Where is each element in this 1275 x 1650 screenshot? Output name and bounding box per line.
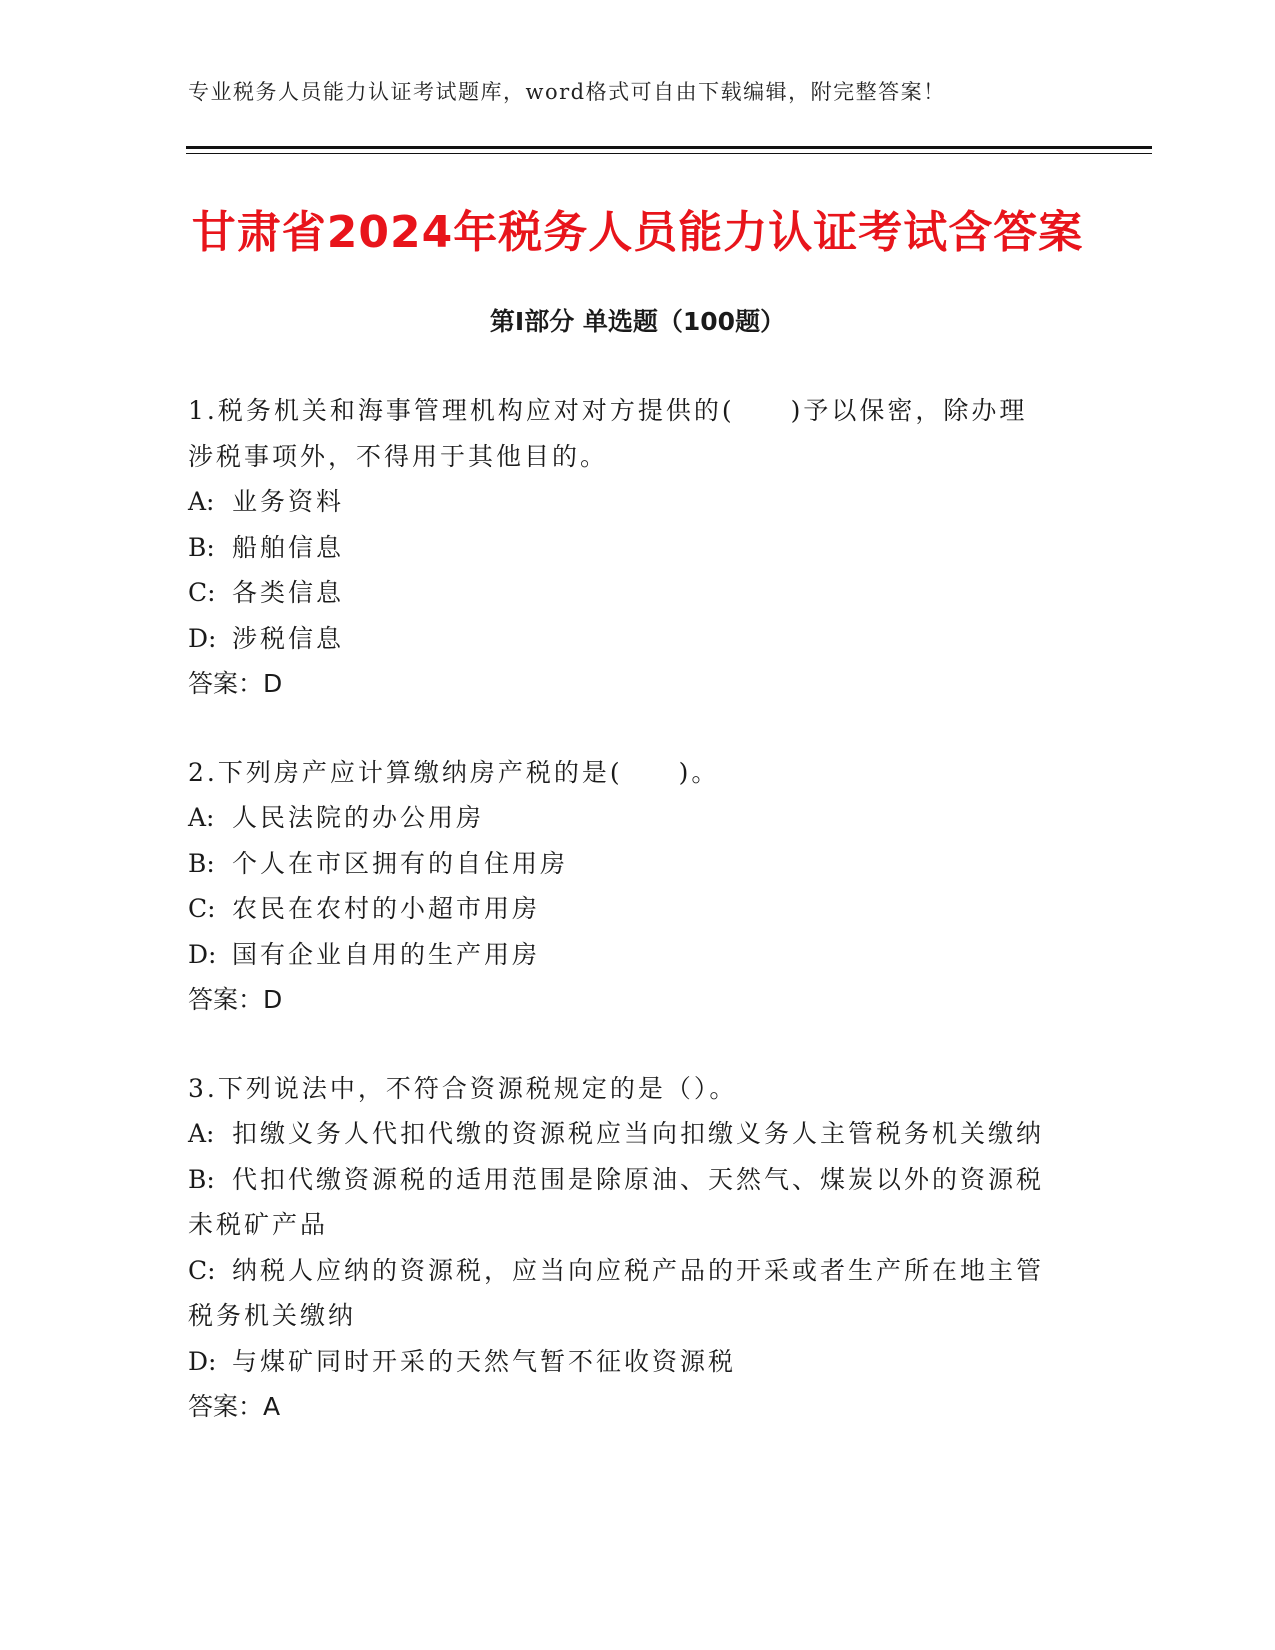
option-letter: B: <box>188 848 215 878</box>
option-text: 船舶信息 <box>232 532 345 562</box>
option-letter: C: <box>188 578 216 607</box>
question-stem-line: 3.下列说法中，不符合资源税规定的是（）。 <box>188 1073 738 1103</box>
option-c <box>188 570 1088 616</box>
option-text: 国有企业自用的生产用房 <box>232 939 541 969</box>
option-text: 个人在市区拥有的自住用房 <box>232 848 569 878</box>
answer: 答案：D <box>188 985 283 1014</box>
option-d <box>188 932 1088 978</box>
option-b <box>188 525 1088 571</box>
option-text: 人民法院的办公用房 <box>232 803 485 832</box>
option-text-continued: 税务机关缴纳 <box>188 1301 357 1330</box>
option-d <box>188 1339 1088 1385</box>
option-text: 业务资料 <box>232 487 345 516</box>
option-letter: A: <box>188 803 215 832</box>
option-c <box>188 1248 1088 1294</box>
question-stem-line: 2.下列房产应计算缴纳房产税的是( )。 <box>188 757 720 787</box>
option-letter: D: <box>188 623 217 653</box>
option-text: 各类信息 <box>232 578 345 607</box>
question-2 <box>188 750 1088 1023</box>
answer: 答案：A <box>188 1392 281 1421</box>
option-letter: B: <box>188 532 215 562</box>
option-a <box>188 795 1088 841</box>
option-text: 代扣代缴资源税的适用范围是除原油、天然气、煤炭以外的资源税 <box>232 1164 1045 1194</box>
option-letter: C: <box>188 894 216 923</box>
section-title: 第I部分 单选题（100题） <box>489 307 786 336</box>
question-3 <box>188 1066 1088 1430</box>
option-text-continued: 未税矿产品 <box>188 1210 329 1239</box>
header-rule-thin <box>186 153 1152 154</box>
question-stem-line: 1.税务机关和海事管理机构应对对方提供的( )予以保密，除办理 <box>188 396 1028 425</box>
header-note: 专业税务人员能力认证考试题库，word格式可自由下载编辑，附完整答案！ <box>188 80 946 104</box>
option-a <box>188 479 1088 525</box>
option-text: 扣缴义务人代扣代缴的资源税应当向扣缴义务人主管税务机关缴纳 <box>232 1119 1045 1148</box>
document-title: 甘肃省2024年税务人员能力认证考试含答案 <box>191 207 1084 258</box>
option-letter: D: <box>188 939 217 969</box>
answer: 答案：D <box>188 669 283 698</box>
option-b <box>188 1157 1088 1203</box>
option-text: 纳税人应纳的资源税，应当向应税产品的开采或者生产所在地主管 <box>232 1255 1045 1285</box>
option-letter: C: <box>188 1255 216 1285</box>
header-rule-thick <box>186 146 1152 149</box>
option-b <box>188 841 1088 887</box>
option-text: 与煤矿同时开采的天然气暂不征收资源税 <box>232 1346 737 1376</box>
option-letter: B: <box>188 1164 215 1194</box>
question-stem-line: 涉税事项外，不得用于其他目的。 <box>188 441 609 471</box>
option-letter: D: <box>188 1346 217 1376</box>
option-c <box>188 886 1088 932</box>
question-1 <box>188 388 1088 707</box>
option-a <box>188 1111 1088 1157</box>
option-d <box>188 616 1088 662</box>
question-list <box>188 388 1088 1473</box>
option-letter: A: <box>188 487 215 516</box>
option-letter: A: <box>188 1119 215 1148</box>
option-text: 农民在农村的小超市用房 <box>232 894 541 923</box>
option-text: 涉税信息 <box>232 623 345 653</box>
